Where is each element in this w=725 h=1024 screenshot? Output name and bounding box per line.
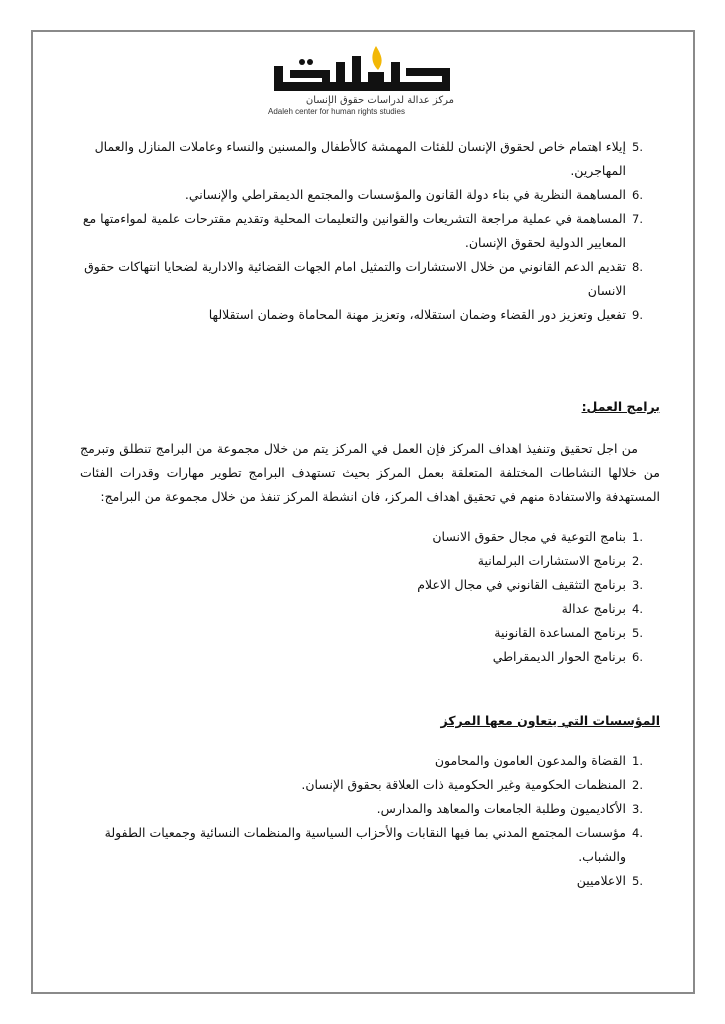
- partners-list: [80, 749, 660, 893]
- document-body: [80, 135, 660, 893]
- list-item: 3. الأكاديميون وطلبة الجامعات والمعاهد والمدارس.: [376, 801, 643, 816]
- goals-list: [80, 135, 660, 327]
- logo-subtitle-english: Adaleh center for human rights studies: [268, 107, 405, 116]
- list-item: 8. تقديم الدعم القانوني من خلال الاستشارات والتمثيل امام الجهات القضائية والادارية لضحايا انتهاكات حقوق الانسان: [84, 259, 643, 298]
- list-item: 6. المساهمة النظرية في بناء دولة القانون والمؤسسات والمجتمع الديمقراطي والإنساني.: [184, 187, 643, 202]
- programs-heading: برامج العمل:: [581, 399, 660, 414]
- list-item: 7. المساهمة في عملية مراجعة التشريعات والقوانين والتعليمات المحلية وتقديم مقترحات علمية لمواءمتها مع المعايير الدولية لحقوق الإنسان.: [82, 211, 643, 250]
- list-item: 3. برنامج التثقيف القانوني في مجال الاعلام: [417, 577, 643, 592]
- list-item: 2. المنظمات الحكومية وغير الحكومية ذات العلاقة بحقوق الإنسان.: [301, 777, 643, 792]
- list-item: 2. برنامج الاستشارات البرلمانية: [477, 553, 643, 568]
- list-item: 9. تفعيل وتعزيز دور القضاء وضمان استقلاله، وتعزيز مهنة المحاماة وضمان استقلالها: [208, 307, 643, 322]
- list-item: 4. مؤسسات المجتمع المدني بما فيها النقابات والأحزاب السياسية والمنظمات النسائية وجمعيات الطفولة والشباب.: [104, 825, 643, 864]
- programs-intro: من اجل تحقيق وتنفيذ اهداف المركز فإن العمل في المركز يتم من خلال مجموعة من البرامج تنطلق وتبرمج من خلالها النشاطات المختلفة المتعلقة بعمل المركز بحيث تستهدف البرامج تطوير مهارات وقدرات الفئات المستهدفة والاستفادة منهم في تحقيق اهداف المركز، فان انشطة المركز تنفذ من خلال مجموعة من البرامج:: [80, 441, 660, 504]
- list-item: 5. برنامج المساعدة القانونية: [494, 625, 643, 640]
- logo-subtitle-arabic: مركز عدالة لدراسات حقوق الإنسان: [305, 95, 454, 106]
- list-item: 1. القضاة والمدعون العامون والمحامون: [434, 753, 643, 768]
- partners-heading: المؤسسات التي يتعاون معها المركز: [440, 713, 660, 728]
- list-item: 4. برنامج عدالة: [561, 601, 643, 616]
- list-item: 1. بنامج التوعية في مجال حقوق الانسان: [432, 529, 643, 544]
- list-item: 5. الاعلاميين: [576, 873, 643, 888]
- list-item: 6. برنامج الحوار الديمقراطي: [492, 649, 643, 664]
- flame-icon: [372, 46, 381, 70]
- list-item: 5. إيلاء اهتمام خاص لحقوق الإنسان للفئات المهمشة كالأطفال والمسنين والنساء وعاملات المنازل والعمال المهاجرين.: [94, 139, 643, 178]
- programs-list: [80, 525, 660, 669]
